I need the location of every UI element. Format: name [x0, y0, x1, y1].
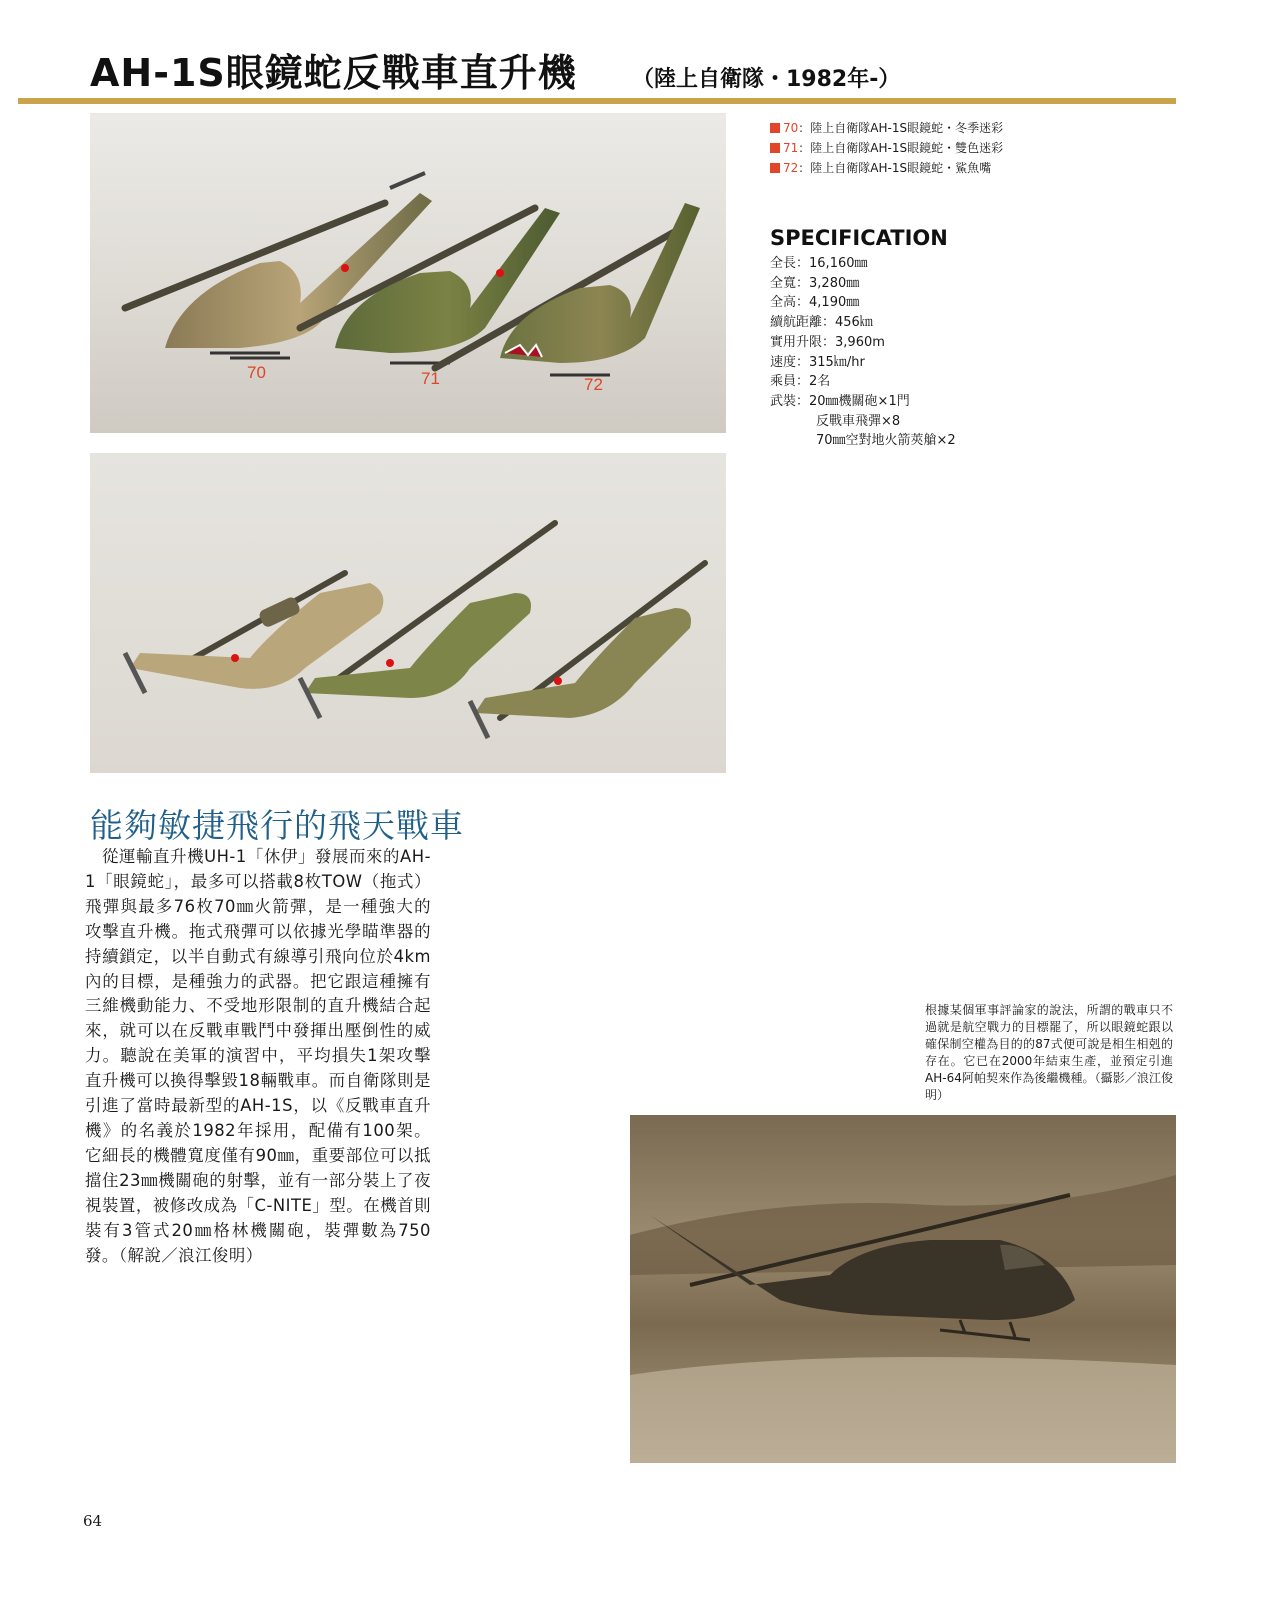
spec-row: 續航距離：456㎞ — [770, 315, 873, 331]
spec-row: 全寬：3,280㎜ — [770, 275, 860, 291]
model-72-below — [470, 563, 705, 738]
spec-row: 全長：16,160㎜ — [770, 256, 868, 271]
spec-heading: SPECIFICATION — [770, 226, 948, 250]
page-subtitle: （陸上自衛隊・1982年-） — [632, 67, 901, 92]
photo-caption: 根據某個軍事評論家的說法，所謂的戰車只不過就是航空戰力的目標罷了，所以眼鏡蛇跟以確保制空權為目的的87式便可說是相生相剋的存在。它已在2000年結束生產，並預定引進AH-64阿帕契來作為後繼機種。（攝影／浪江俊明） — [925, 1003, 1173, 1102]
label-72: 72 — [584, 375, 603, 394]
photo-models-side — [90, 113, 726, 433]
bullet-square-icon — [770, 143, 780, 153]
spec-row-extra: 70㎜空對地火箭莢艙×2 — [816, 433, 956, 449]
bullet-square-icon — [770, 123, 780, 133]
caption-list — [770, 118, 1003, 178]
photo-models-below — [90, 453, 726, 773]
article-heading: 能夠敏捷飛行的飛天戰車 — [90, 806, 464, 845]
article-body: 從運輸直升機UH-1「休伊」發展而來的AH-1「眼鏡蛇」，最多可以搭載8枚TOW（拖式）飛彈與最多76枚70㎜火箭彈，是一種強大的攻擊直升機。拖式飛彈可以依據光學瞄準器的持續鎖定，以半自動式有線導引飛向位於4km內的目標，是種強力的武器。把它跟這種擁有三維機動能力、不受地形限制的直升機結合起來，就可以在反戰車戰鬥中發揮出壓倒性的威力。聽說在美軍的演習中，平均損失1架攻擊直升機可以換得擊毀18輛戰車。而自衛隊則是引進了當時最新型的AH-1S，以《反戰車直升機》的名義於1982年採用，配備有100架。它細長的機體寬度僅有90㎜，重要部位可以抵擋住23㎜機關砲的射擊，並有一部分裝上了夜視裝置，被修改成為「C-NITE」型。在機首則裝有3管式20㎜格林機關砲，裝彈數為750發。（解說／浪江俊明） — [85, 847, 431, 1265]
spec-row: 乘員：2名 — [770, 374, 831, 390]
page-number: 64 — [83, 1512, 103, 1530]
spec-row: 全高：4,190㎜ — [770, 295, 860, 311]
caption-item: 70：陸上自衛隊AH-1S眼鏡蛇・冬季迷彩 — [770, 118, 1003, 138]
label-70: 70 — [247, 363, 266, 382]
title-rule — [18, 98, 1176, 104]
spec-row-extra: 反戰車飛彈×8 — [816, 413, 901, 429]
photo-helicopter-flight — [630, 1115, 1176, 1463]
spec-row: 實用升限：3,960m — [770, 334, 885, 350]
page-title: AH-1S眼鏡蛇反戰車直升機 — [90, 51, 577, 95]
bullet-square-icon — [770, 163, 780, 173]
model-72 — [435, 203, 700, 375]
spec-row: 武裝：20㎜機關砲×1門 — [770, 393, 910, 409]
caption-item: 71：陸上自衛隊AH-1S眼鏡蛇・雙色迷彩 — [770, 138, 1003, 158]
spec-table — [770, 254, 956, 451]
label-71: 71 — [421, 369, 440, 388]
spec-row: 速度：315㎞/hr — [770, 354, 865, 370]
caption-item: 72：陸上自衛隊AH-1S眼鏡蛇・鯊魚嘴 — [770, 158, 1003, 178]
